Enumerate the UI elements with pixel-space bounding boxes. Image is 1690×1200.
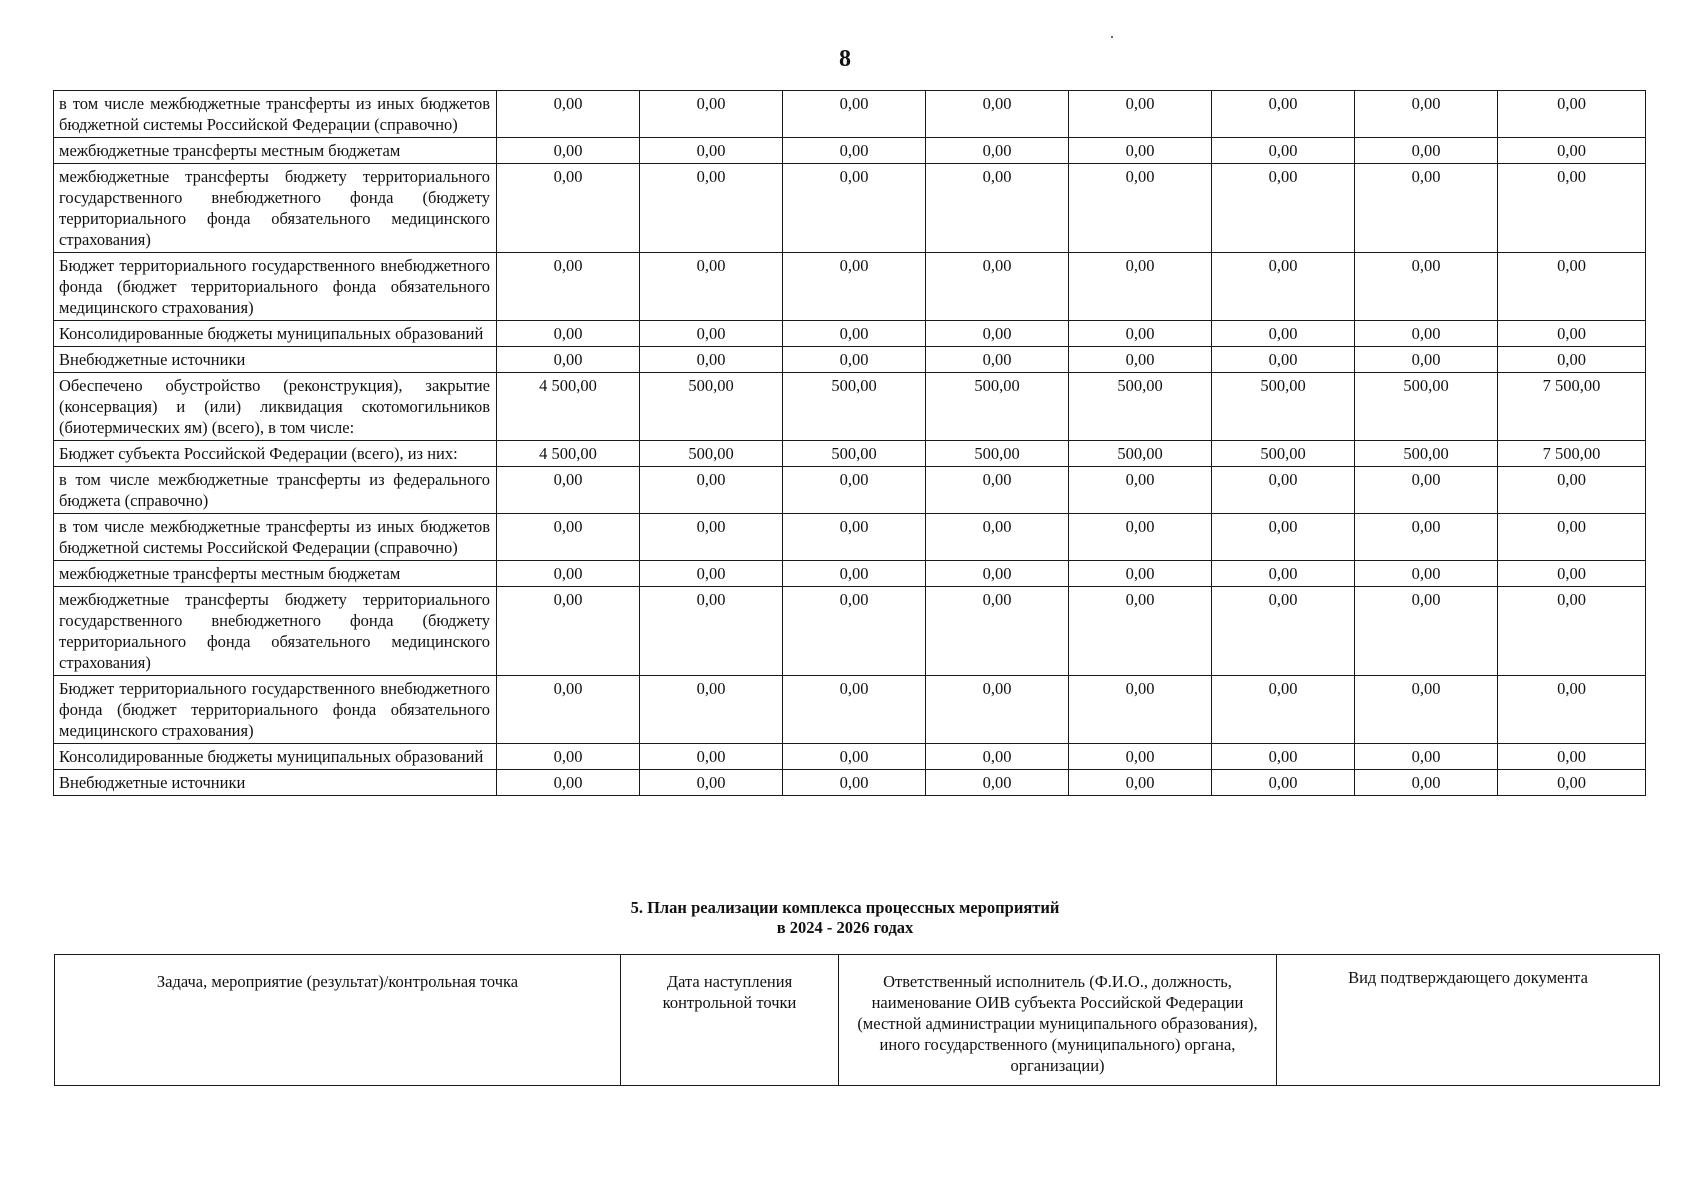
funding-row — [54, 373, 1646, 441]
funding-value-cell: 500,00 — [1069, 373, 1212, 441]
funding-value-cell: 0,00 — [1498, 587, 1646, 676]
funding-value-cell: 0,00 — [926, 744, 1069, 770]
funding-value-cell: 0,00 — [783, 253, 926, 321]
funding-value-cell: 0,00 — [497, 91, 640, 138]
funding-value-cell: 0,00 — [497, 676, 640, 744]
funding-value-cell: 0,00 — [1069, 347, 1212, 373]
funding-value-cell: 0,00 — [1069, 467, 1212, 514]
funding-value-cell: 0,00 — [497, 138, 640, 164]
funding-value-cell: 500,00 — [1355, 373, 1498, 441]
funding-row-label: в том числе межбюджетные трансферты из иных бюджетов бюджетной системы Российской Федерации (справочно) — [54, 514, 497, 561]
funding-value-cell: 0,00 — [1069, 321, 1212, 347]
funding-value-cell: 0,00 — [640, 321, 783, 347]
funding-value-cell: 0,00 — [783, 347, 926, 373]
funding-value-cell: 0,00 — [497, 164, 640, 253]
plan-table — [54, 954, 1660, 1086]
funding-value-cell: 0,00 — [1498, 561, 1646, 587]
funding-value-cell: 500,00 — [1212, 373, 1355, 441]
funding-value-cell: 500,00 — [926, 373, 1069, 441]
header-responsible-executor: Ответственный исполнитель (Ф.И.О., должность, наименование ОИВ субъекта Российской Федерации (местной администрации муниципального образования), иного государственного (муниципального) органа, организации) — [839, 955, 1277, 1086]
funding-value-cell: 0,00 — [1212, 321, 1355, 347]
funding-value-cell: 0,00 — [926, 347, 1069, 373]
funding-value-cell: 0,00 — [1355, 347, 1498, 373]
funding-value-cell: 500,00 — [640, 441, 783, 467]
funding-table-body — [54, 91, 1646, 796]
funding-value-cell: 500,00 — [1355, 441, 1498, 467]
funding-value-cell: 0,00 — [783, 587, 926, 676]
funding-value-cell: 0,00 — [926, 587, 1069, 676]
funding-value-cell: 0,00 — [497, 347, 640, 373]
funding-value-cell: 0,00 — [1498, 138, 1646, 164]
funding-value-cell: 0,00 — [1069, 744, 1212, 770]
section-5-title — [0, 898, 1690, 938]
funding-value-cell: 0,00 — [1498, 164, 1646, 253]
funding-value-cell: 0,00 — [1212, 676, 1355, 744]
funding-value-cell: 0,00 — [1355, 253, 1498, 321]
funding-value-cell: 0,00 — [783, 514, 926, 561]
funding-value-cell: 0,00 — [1498, 744, 1646, 770]
funding-value-cell: 4 500,00 — [497, 441, 640, 467]
funding-value-cell: 0,00 — [1498, 770, 1646, 796]
funding-value-cell: 0,00 — [926, 561, 1069, 587]
funding-value-cell: 500,00 — [926, 441, 1069, 467]
funding-row-label: Консолидированные бюджеты муниципальных образований — [54, 321, 497, 347]
funding-row — [54, 770, 1646, 796]
funding-value-cell: 0,00 — [640, 770, 783, 796]
funding-value-cell: 0,00 — [497, 514, 640, 561]
funding-row-label: Консолидированные бюджеты муниципальных образований — [54, 744, 497, 770]
funding-value-cell: 500,00 — [1212, 441, 1355, 467]
funding-value-cell: 0,00 — [783, 467, 926, 514]
header-checkpoint-date: Дата наступления контрольной точки — [621, 955, 839, 1086]
funding-value-cell: 0,00 — [497, 770, 640, 796]
funding-value-cell: 0,00 — [497, 744, 640, 770]
funding-value-cell: 0,00 — [1498, 91, 1646, 138]
funding-value-cell: 0,00 — [640, 253, 783, 321]
funding-value-cell: 0,00 — [1355, 138, 1498, 164]
funding-value-cell: 0,00 — [1069, 164, 1212, 253]
funding-row — [54, 91, 1646, 138]
funding-value-cell: 0,00 — [783, 561, 926, 587]
funding-value-cell: 0,00 — [1498, 253, 1646, 321]
funding-value-cell: 0,00 — [926, 467, 1069, 514]
funding-value-cell: 0,00 — [1069, 138, 1212, 164]
funding-value-cell: 0,00 — [1069, 253, 1212, 321]
funding-value-cell: 0,00 — [1069, 587, 1212, 676]
funding-value-cell: 0,00 — [1355, 164, 1498, 253]
funding-value-cell: 0,00 — [1212, 138, 1355, 164]
funding-value-cell: 0,00 — [497, 467, 640, 514]
funding-value-cell: 0,00 — [1212, 561, 1355, 587]
funding-table — [53, 90, 1646, 796]
funding-value-cell: 0,00 — [783, 676, 926, 744]
funding-value-cell: 0,00 — [783, 770, 926, 796]
funding-value-cell: 0,00 — [640, 138, 783, 164]
funding-value-cell: 0,00 — [640, 561, 783, 587]
funding-value-cell: 0,00 — [497, 561, 640, 587]
funding-value-cell: 0,00 — [926, 164, 1069, 253]
funding-value-cell: 0,00 — [783, 138, 926, 164]
funding-row — [54, 441, 1646, 467]
section-5-title-line-1: 5. План реализации комплекса процессных мероприятий — [630, 898, 1060, 917]
section-5-title-line-2: в 2024 - 2026 годах — [776, 918, 914, 937]
funding-value-cell: 500,00 — [783, 373, 926, 441]
funding-value-cell: 0,00 — [926, 138, 1069, 164]
funding-value-cell: 0,00 — [1212, 770, 1355, 796]
funding-row — [54, 347, 1646, 373]
funding-value-cell: 0,00 — [1355, 467, 1498, 514]
funding-value-cell: 0,00 — [1498, 321, 1646, 347]
funding-value-cell: 7 500,00 — [1498, 373, 1646, 441]
funding-row — [54, 744, 1646, 770]
funding-value-cell: 0,00 — [640, 347, 783, 373]
funding-value-cell: 0,00 — [1498, 467, 1646, 514]
funding-value-cell: 0,00 — [1355, 770, 1498, 796]
funding-value-cell: 0,00 — [1212, 514, 1355, 561]
header-document-type: Вид подтверждающего документа — [1277, 955, 1660, 1086]
funding-value-cell: 0,00 — [640, 164, 783, 253]
funding-value-cell: 0,00 — [1069, 91, 1212, 138]
funding-value-cell: 0,00 — [926, 321, 1069, 347]
funding-row — [54, 253, 1646, 321]
funding-row-label: Бюджет территориального государственного внебюджетного фонда (бюджет территориального фонда обязательного медицинского страхования) — [54, 676, 497, 744]
funding-value-cell: 0,00 — [926, 253, 1069, 321]
funding-value-cell: 0,00 — [1212, 587, 1355, 676]
funding-value-cell: 7 500,00 — [1498, 441, 1646, 467]
funding-row — [54, 561, 1646, 587]
page-number: 8 — [839, 46, 851, 72]
scan-speck — [1111, 36, 1113, 38]
funding-row-label: Внебюджетные источники — [54, 347, 497, 373]
funding-value-cell: 0,00 — [640, 744, 783, 770]
funding-value-cell: 0,00 — [497, 587, 640, 676]
funding-row — [54, 321, 1646, 347]
funding-value-cell: 0,00 — [1212, 91, 1355, 138]
funding-row — [54, 676, 1646, 744]
funding-value-cell: 0,00 — [497, 321, 640, 347]
funding-value-cell: 0,00 — [1498, 676, 1646, 744]
funding-row-label: Внебюджетные источники — [54, 770, 497, 796]
funding-value-cell: 0,00 — [1069, 561, 1212, 587]
funding-value-cell: 0,00 — [1498, 514, 1646, 561]
funding-row-label: межбюджетные трансферты местным бюджетам — [54, 561, 497, 587]
funding-value-cell: 0,00 — [497, 253, 640, 321]
funding-value-cell: 0,00 — [783, 91, 926, 138]
funding-value-cell: 0,00 — [1069, 770, 1212, 796]
funding-row-label: Бюджет территориального государственного внебюджетного фонда (бюджет территориального фонда обязательного медицинского страхования) — [54, 253, 497, 321]
funding-value-cell: 0,00 — [1212, 253, 1355, 321]
funding-row-label: Бюджет субъекта Российской Федерации (всего), из них: — [54, 441, 497, 467]
funding-value-cell: 500,00 — [783, 441, 926, 467]
funding-value-cell: 0,00 — [1498, 347, 1646, 373]
funding-value-cell: 0,00 — [1212, 164, 1355, 253]
funding-row — [54, 467, 1646, 514]
funding-row-label: Обеспечено обустройство (реконструкция), закрытие (консервация) и (или) ликвидация скотомогильников (биотермических ям) (всего), в том числе: — [54, 373, 497, 441]
funding-row — [54, 164, 1646, 253]
funding-value-cell: 0,00 — [1212, 347, 1355, 373]
funding-value-cell: 0,00 — [640, 467, 783, 514]
funding-value-cell: 0,00 — [926, 514, 1069, 561]
funding-value-cell: 0,00 — [926, 91, 1069, 138]
header-task-activity: Задача, мероприятие (результат)/контрольная точка — [55, 955, 621, 1086]
funding-value-cell: 0,00 — [926, 770, 1069, 796]
funding-value-cell: 0,00 — [783, 321, 926, 347]
funding-value-cell: 0,00 — [640, 587, 783, 676]
funding-value-cell: 0,00 — [640, 91, 783, 138]
funding-value-cell: 0,00 — [1355, 587, 1498, 676]
funding-value-cell: 0,00 — [1355, 321, 1498, 347]
funding-row-label: в том числе межбюджетные трансферты из федерального бюджета (справочно) — [54, 467, 497, 514]
funding-value-cell: 0,00 — [1355, 514, 1498, 561]
funding-value-cell: 0,00 — [1212, 744, 1355, 770]
funding-value-cell: 0,00 — [926, 676, 1069, 744]
funding-value-cell: 0,00 — [1212, 467, 1355, 514]
funding-value-cell: 0,00 — [783, 744, 926, 770]
funding-value-cell: 0,00 — [640, 676, 783, 744]
funding-value-cell: 0,00 — [640, 514, 783, 561]
funding-row — [54, 587, 1646, 676]
funding-value-cell: 0,00 — [1355, 676, 1498, 744]
funding-value-cell: 0,00 — [1355, 561, 1498, 587]
funding-row — [54, 514, 1646, 561]
plan-table-header-row — [55, 955, 1660, 1086]
funding-row — [54, 138, 1646, 164]
funding-row-label: межбюджетные трансферты бюджету территориального государственного внебюджетного фонда (бюджету территориального фонда обязательного медицинского страхования) — [54, 164, 497, 253]
funding-value-cell: 0,00 — [1355, 744, 1498, 770]
funding-value-cell: 4 500,00 — [497, 373, 640, 441]
funding-value-cell: 500,00 — [640, 373, 783, 441]
funding-row-label: в том числе межбюджетные трансферты из иных бюджетов бюджетной системы Российской Федерации (справочно) — [54, 91, 497, 138]
funding-value-cell: 0,00 — [783, 164, 926, 253]
funding-row-label: межбюджетные трансферты бюджету территориального государственного внебюджетного фонда (бюджету территориального фонда обязательного медицинского страхования) — [54, 587, 497, 676]
funding-value-cell: 0,00 — [1355, 91, 1498, 138]
funding-row-label: межбюджетные трансферты местным бюджетам — [54, 138, 497, 164]
funding-value-cell: 0,00 — [1069, 676, 1212, 744]
funding-value-cell: 0,00 — [1069, 514, 1212, 561]
funding-value-cell: 500,00 — [1069, 441, 1212, 467]
